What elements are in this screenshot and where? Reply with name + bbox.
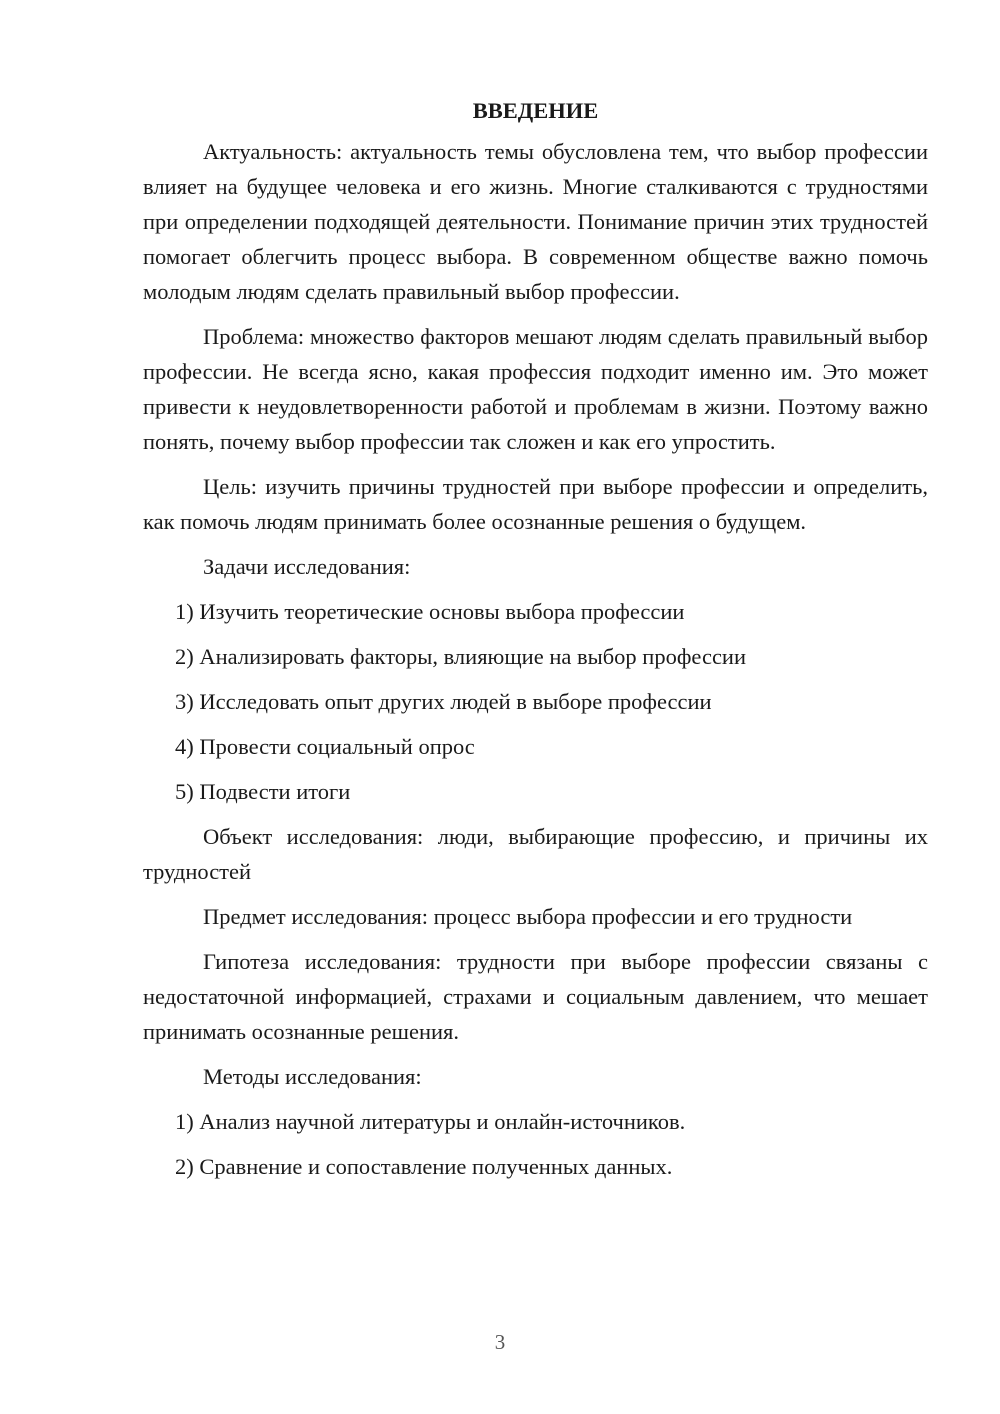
hypothesis-paragraph: Гипотеза исследования: трудности при выборе профессии связаны с недостаточной информацией, страхами и социальным давлением, что мешает принимать осознанные решения. xyxy=(143,949,928,1044)
task-item: 5) Подвести итоги xyxy=(175,779,351,804)
methods-list xyxy=(143,1104,928,1184)
tasks-heading: Задачи исследования: xyxy=(203,554,411,579)
task-item: 1) Изучить теоретические основы выбора профессии xyxy=(175,599,685,624)
relevance-paragraph: Актуальность: актуальность темы обусловлена тем, что выбор профессии влияет на будущее человека и его жизнь. Многие сталкиваются с трудностями при определении подходящей деятельности. Понимание причин этих трудностей помогает облегчить процесс выбора. В современном обществе важно помочь молодым людям сделать правильный выбор профессии. xyxy=(143,139,928,304)
problem-paragraph: Проблема: множество факторов мешают людям сделать правильный выбор профессии. Не всегда ясно, какая профессия подходит именно им. Это может привести к неудовлетворенности работой и проблемам в жизни. Поэтому важно понять, почему выбор профессии так сложен и как его упростить. xyxy=(143,324,928,454)
subject-paragraph: Предмет исследования: процесс выбора профессии и его трудности xyxy=(203,904,853,929)
section-title: ВВЕДЕНИЕ xyxy=(472,98,599,123)
goal-paragraph: Цель: изучить причины трудностей при выборе профессии и определить, как помочь людям принимать более осознанные решения о будущем. xyxy=(143,474,928,534)
task-item: 2) Анализировать факторы, влияющие на выбор профессии xyxy=(175,644,747,669)
methods-heading: Методы исследования: xyxy=(203,1064,422,1089)
task-item: 3) Исследовать опыт других людей в выборе профессии xyxy=(175,689,712,714)
method-item: 1) Анализ научной литературы и онлайн-источников. xyxy=(175,1109,686,1134)
tasks-list xyxy=(143,594,928,809)
page-content xyxy=(143,93,928,1194)
method-item: 2) Сравнение и сопоставление полученных данных. xyxy=(175,1154,673,1179)
page-number: 3 xyxy=(494,1330,506,1354)
task-item: 4) Провести социальный опрос xyxy=(175,734,475,759)
object-paragraph: Объект исследования: люди, выбирающие профессию, и причины их трудностей xyxy=(143,824,928,884)
